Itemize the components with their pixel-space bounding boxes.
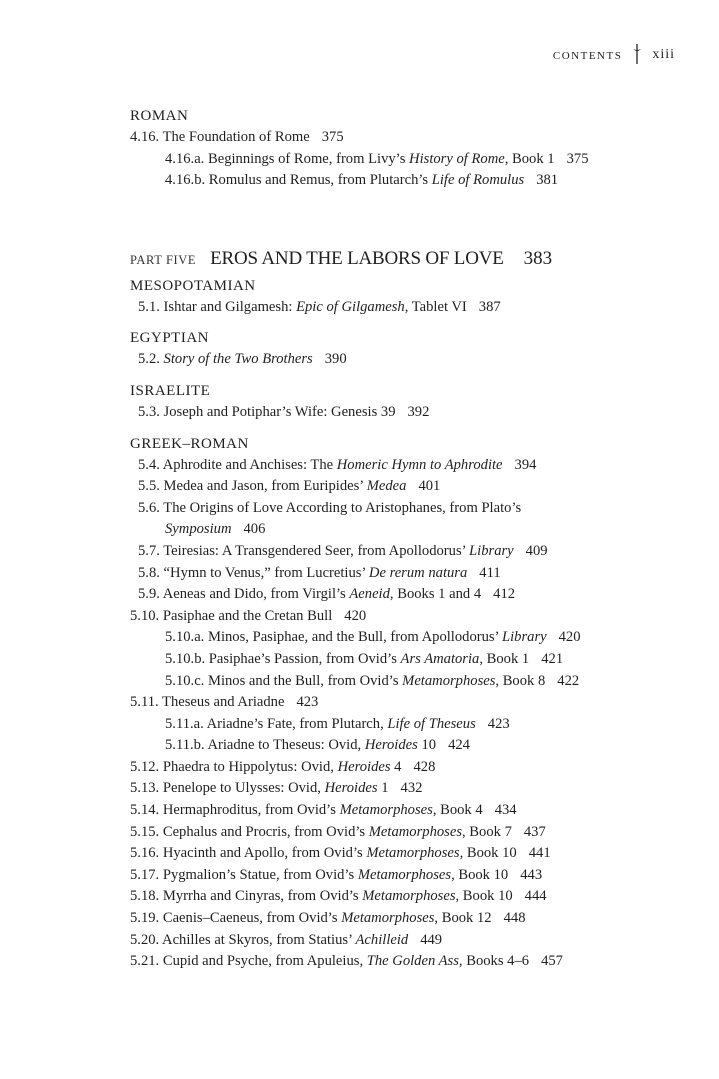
entry-number: 4.16.b. — [165, 172, 206, 189]
toc-entry[interactable] — [130, 930, 690, 952]
entry-number: 5.15. — [130, 823, 160, 840]
entry-number: 5.11.a. — [165, 715, 204, 732]
entry-work-title: Medea — [366, 478, 407, 495]
entry-work-title: Library — [502, 629, 547, 646]
entry-work-title: Metamorphoses — [341, 910, 435, 927]
part-title: EROS AND THE LABORS OF LOVE — [210, 247, 504, 269]
entry-page: 424 — [448, 737, 470, 754]
entry-work-title: De rerum natura — [368, 564, 468, 581]
page-number: xiii — [652, 47, 675, 62]
toc-entry[interactable] — [130, 714, 690, 736]
entry-number: 5.6. — [138, 499, 160, 516]
entry-page: 420 — [344, 607, 367, 624]
toc-entry[interactable] — [130, 865, 690, 887]
dagger-ornament-icon — [630, 43, 644, 65]
entry-number: 4.16. — [130, 129, 160, 145]
entry-number: 5.10. — [130, 607, 160, 624]
entry-work-title: Library — [469, 542, 514, 559]
entry-title: Medea and Jason, from Euripides’ — [163, 478, 367, 495]
toc-entry[interactable] — [130, 584, 690, 606]
part-label: PART FIVE — [130, 252, 197, 267]
toc-entry[interactable] — [130, 843, 690, 865]
entry-work-title: Heroides — [364, 737, 418, 754]
entry-title-suffix: , Book 7 — [462, 823, 512, 840]
entry-title: “Hymn to Venus,” from Lucretius’ — [163, 564, 369, 581]
toc-entry[interactable] — [130, 606, 690, 628]
entry-number: 5.4. — [138, 456, 160, 473]
entry-title: Caenis–Caeneus, from Ovid’s — [162, 910, 342, 927]
section-heading-greek-roman: GREEK–ROMAN — [130, 435, 249, 452]
entry-work-title: Symposium — [165, 521, 232, 538]
entry-work-title: Life of Romulus — [431, 172, 525, 189]
entry-title: Achilles at Skyros, from Statius’ — [162, 931, 356, 948]
toc-entry[interactable] — [130, 951, 690, 973]
entry-title-suffix: , Book 1 — [479, 650, 530, 667]
entry-work-title: Life of Theseus — [387, 715, 476, 732]
entry-title: Pasiphae and the Cretan Bull — [162, 607, 333, 624]
entry-page: 412 — [493, 586, 516, 603]
entry-page: 434 — [494, 802, 517, 819]
entry-work-title: Metamorphoses — [339, 802, 433, 819]
entry-number: 5.18. — [130, 888, 160, 905]
section-heading-roman: ROMAN — [130, 108, 189, 124]
entry-page: 390 — [324, 351, 347, 368]
entry-number: 5.19. — [130, 910, 160, 927]
entry-title: Teiresias: A Transgendered Seer, from Apollodorus’ — [163, 542, 470, 559]
entry-work-title: Story of the Two Brothers — [163, 351, 313, 368]
entry-page: 422 — [557, 672, 580, 689]
entry-number: 5.10.b. — [165, 650, 206, 667]
entry-number: 5.20. — [130, 931, 160, 948]
entry-title: Pygmalion’s Statue, from Ovid’s — [162, 866, 358, 883]
toc-content — [130, 106, 690, 973]
entry-work-title: The Golden Ass — [366, 953, 459, 970]
entry-number: 5.11.b. — [165, 737, 205, 754]
entry-work-title: Aeneid — [349, 586, 390, 603]
entry-number: 5.13. — [130, 780, 160, 797]
toc-entry[interactable] — [130, 476, 690, 498]
entry-title-suffix: 1 — [377, 780, 389, 797]
toc-entry[interactable] — [130, 735, 690, 757]
part-page: 383 — [523, 247, 553, 269]
entry-title: Ariadne to Theseus: Ovid, — [207, 737, 365, 754]
toc-entry[interactable] — [130, 671, 690, 693]
entry-title-suffix: , Books 4–6 — [458, 953, 530, 970]
running-head-title: contents — [552, 46, 623, 63]
entry-title: Ishtar and Gilgamesh: — [163, 298, 297, 315]
entry-work-title: Epic of Gilgamesh — [296, 298, 405, 315]
entry-number: 5.17. — [130, 866, 160, 883]
entry-page: 432 — [400, 780, 423, 797]
entry-page: 443 — [520, 866, 543, 883]
toc-entry[interactable] — [130, 149, 690, 171]
entry-title-suffix: , Book 10 — [459, 845, 517, 862]
entry-title: Beginnings of Rome, from Livy’s — [207, 150, 410, 167]
toc-entry[interactable] — [130, 908, 690, 930]
entry-title: Cupid and Psyche, from Apuleius, — [162, 953, 367, 970]
entry-title: Penelope to Ulysses: Ovid, — [162, 780, 325, 797]
entry-title: Minos, Pasiphae, and the Bull, from Apollodorus’ — [207, 629, 502, 646]
entry-work-title: Heroides — [324, 780, 378, 797]
entry-title: Myrrha and Cinyras, from Ovid’s — [162, 888, 363, 905]
entry-title: Hermaphroditus, from Ovid’s — [162, 802, 340, 819]
entry-page: 392 — [407, 403, 430, 420]
toc-entry[interactable] — [130, 692, 690, 714]
entry-title: Minos and the Bull, from Ovid’s — [207, 672, 403, 689]
entry-work-title: Metamorphoses — [368, 823, 462, 840]
entry-page: 448 — [503, 910, 526, 927]
entry-page: 449 — [420, 931, 443, 948]
entry-page: 381 — [536, 172, 559, 189]
entry-page: 457 — [541, 953, 563, 970]
entry-title: Phaedra to Hippolytus: Ovid, — [162, 758, 338, 775]
toc-entry[interactable] — [130, 649, 690, 671]
entry-work-title: Metamorphoses — [362, 888, 456, 905]
entry-number: 5.5. — [138, 478, 160, 495]
toc-entry[interactable] — [130, 455, 690, 477]
entry-work-title: Metamorphoses — [357, 866, 452, 883]
toc-entry[interactable] — [130, 498, 690, 520]
entry-page: 406 — [243, 521, 266, 538]
entry-number: 5.11. — [130, 694, 159, 711]
entry-work-title: Heroides — [337, 758, 391, 775]
entry-page: 387 — [478, 298, 501, 315]
toc-entry[interactable] — [130, 349, 690, 371]
toc-entry[interactable] — [130, 627, 690, 649]
entry-work-title: Achilleid — [355, 931, 409, 948]
entry-title: Aeneas and Dido, from Virgil’s — [162, 586, 350, 603]
entry-number: 5.9. — [138, 586, 160, 603]
toc-entry[interactable] — [130, 402, 690, 424]
entry-page: 428 — [413, 758, 436, 775]
entry-title-suffix: , Book 1 — [504, 150, 555, 167]
entry-title-suffix: , Book 4 — [432, 802, 483, 819]
toc-entry[interactable] — [130, 541, 690, 563]
entry-title-suffix: , Books 1 and 4 — [389, 586, 482, 603]
toc-entry[interactable] — [130, 563, 690, 585]
entry-page: 423 — [487, 715, 510, 732]
toc-entry[interactable] — [130, 297, 690, 319]
entry-title: The Origins of Love According to Aristophanes, from Plato’s — [163, 499, 522, 516]
entry-page: 420 — [558, 629, 581, 646]
entry-title: Cephalus and Procris, from Ovid’s — [162, 823, 369, 840]
entry-number: 5.2. — [138, 351, 160, 368]
entry-title-suffix: , Book 10 — [455, 888, 513, 905]
entry-number: 5.14. — [130, 802, 160, 819]
entry-page: 437 — [523, 823, 546, 840]
entry-work-title: History of Rome — [409, 150, 505, 167]
entry-number: 5.8. — [138, 564, 160, 581]
entry-page: 401 — [418, 478, 441, 495]
entry-page: 394 — [514, 456, 537, 473]
entry-page: 411 — [479, 564, 501, 581]
entry-page: 375 — [321, 129, 344, 145]
running-head — [553, 44, 675, 66]
entry-title-suffix: , Tablet VI — [404, 298, 467, 315]
entry-title: Hyacinth and Apollo, from Ovid’s — [162, 845, 367, 862]
entry-title: Pasiphae’s Passion, from Ovid’s — [208, 650, 401, 667]
entry-number: 5.16. — [130, 845, 160, 862]
toc-entry[interactable] — [130, 757, 690, 779]
entry-page: 409 — [525, 542, 548, 559]
entry-title: Ariadne’s Fate, from Plutarch, — [206, 715, 388, 732]
entry-work-title: Metamorphoses — [402, 672, 496, 689]
entry-number: 5.12. — [130, 758, 160, 775]
entry-title-suffix: , Book 8 — [495, 672, 546, 689]
section-heading-mesopotamian: MESOPOTAMIAN — [130, 277, 256, 294]
entry-number: 5.10.a. — [165, 629, 205, 646]
entry-page: 375 — [566, 150, 589, 167]
entry-number: 5.21. — [130, 953, 160, 970]
entry-work-title: Ars Amatoria — [400, 650, 480, 667]
entry-title-suffix: 4 — [390, 758, 402, 775]
entry-work-title: Homeric Hymn to Aphrodite — [336, 456, 503, 473]
entry-work-title: Metamorphoses — [366, 845, 460, 862]
toc-entry[interactable] — [130, 886, 690, 908]
entry-title: Joseph and Potiphar’s Wife: Genesis 39 — [163, 403, 396, 420]
entry-page: 444 — [524, 888, 547, 905]
entry-title-suffix: , Book 10 — [451, 866, 509, 883]
entry-page: 421 — [541, 650, 564, 667]
entry-page: 423 — [296, 694, 319, 711]
toc-entry[interactable] — [130, 822, 690, 844]
section-heading-israelite: ISRAELITE — [130, 382, 211, 399]
entry-number: 5.10.c. — [165, 672, 205, 689]
entry-title: Aphrodite and Anchises: The — [162, 456, 337, 473]
entry-number: 5.3. — [138, 403, 160, 420]
toc-entry[interactable] — [130, 800, 690, 822]
toc-entry[interactable] — [130, 127, 690, 149]
entry-page: 441 — [528, 845, 551, 862]
entry-number: 5.7. — [138, 542, 160, 559]
section-heading-egyptian: EGYPTIAN — [130, 330, 209, 347]
entry-title: The Foundation of Rome — [162, 129, 310, 145]
toc-entry-continuation[interactable] — [130, 519, 690, 541]
entry-number: 5.1. — [138, 298, 160, 315]
part-heading[interactable] — [130, 248, 690, 270]
entry-title: Theseus and Ariadne — [162, 694, 285, 711]
entry-title-suffix: 10 — [417, 737, 437, 754]
toc-entry[interactable] — [130, 778, 690, 800]
entry-title-suffix: , Book 12 — [434, 910, 492, 927]
entry-number: 4.16.a. — [165, 150, 205, 167]
toc-entry[interactable] — [130, 170, 690, 192]
entry-title: Romulus and Remus, from Plutarch’s — [208, 172, 432, 189]
